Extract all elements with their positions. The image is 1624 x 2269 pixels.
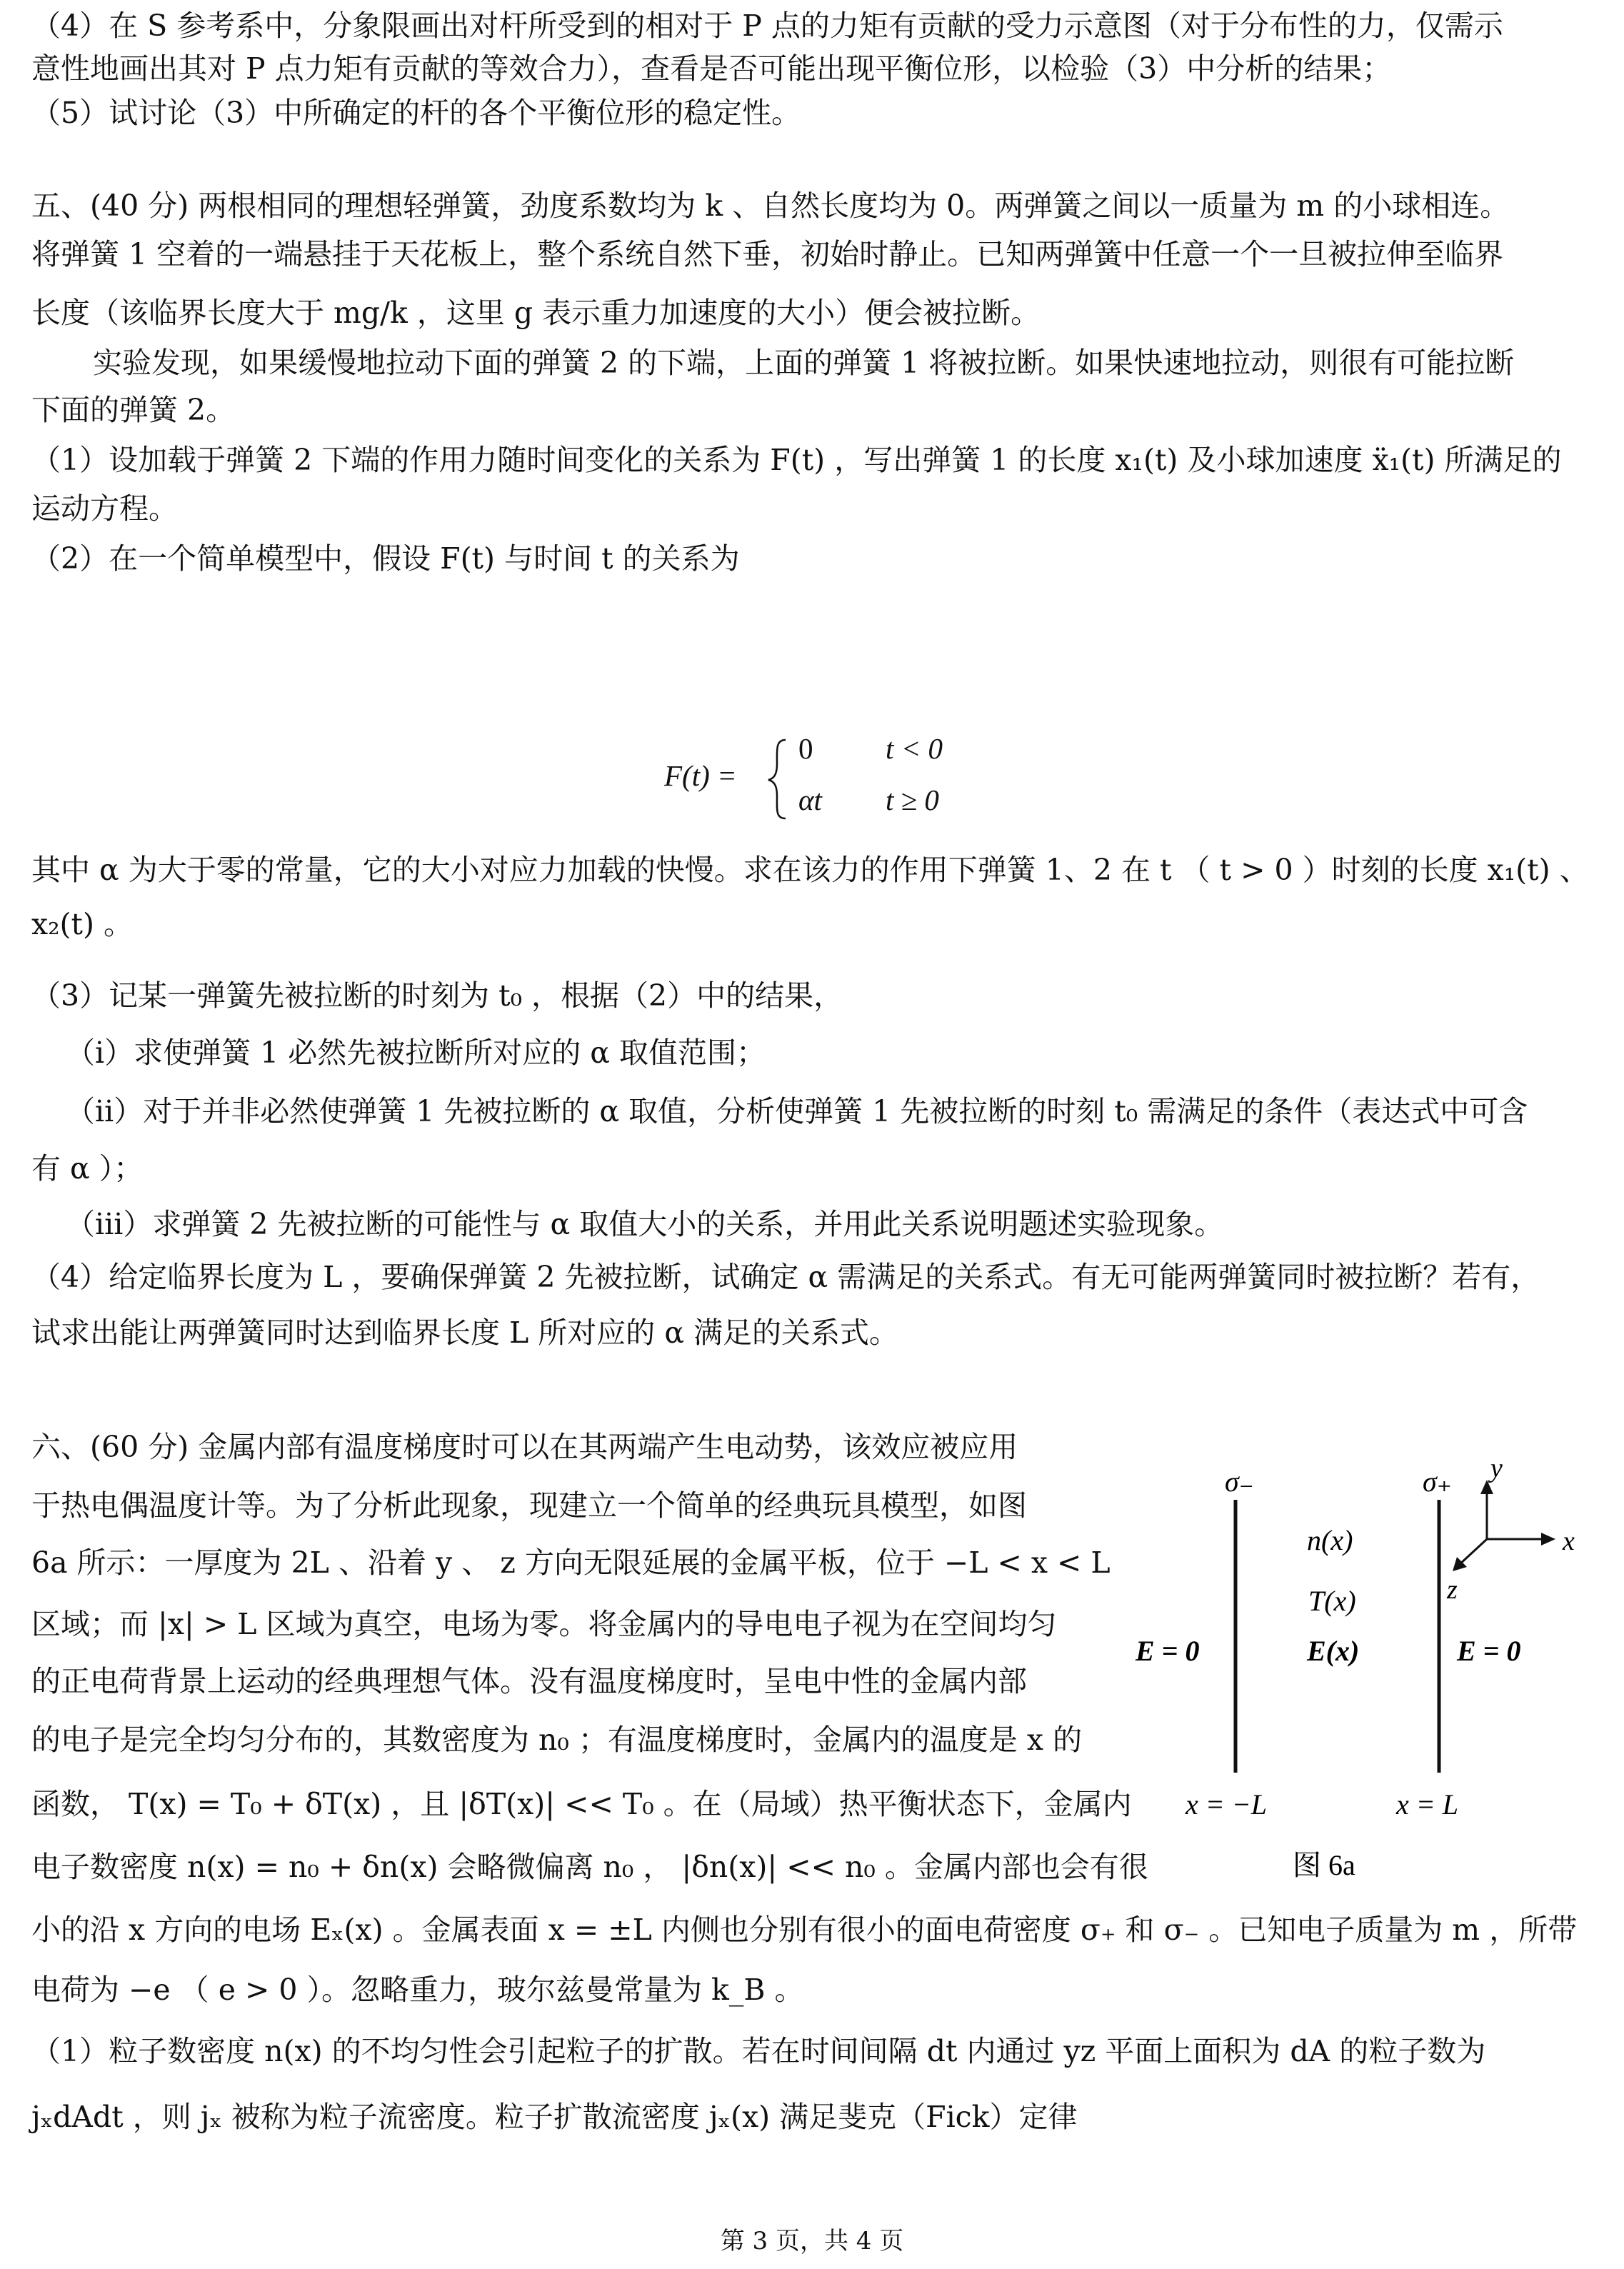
figure-6a [1114, 1443, 1614, 1907]
field-label: E(x) [1307, 1635, 1360, 1667]
figure-caption: 图 6a [1293, 1849, 1355, 1881]
case2-value: αt [798, 783, 822, 816]
q5-part3-ii-line1: （ii）对于并非必然使弹簧 1 先被拉断的 α 取值，分析使弹簧 1 先被拉断的时刻 t₀ 需满足的条件（表达式中可含 [66, 1094, 1528, 1128]
q5-part4-line2: 试求出能让两弹簧同时达到临界长度 L 所对应的 α 满足的关系式。 [31, 1316, 899, 1350]
coordinate-axes [1446, 1453, 1575, 1605]
q5-intro-line3: 长度（该临界长度大于 mg/k ，这里 g 表示重力加速度的大小）便会被拉断。 [31, 296, 1041, 330]
right-field-zero: E = 0 [1457, 1635, 1521, 1667]
q5-part1-line2: 运动方程。 [31, 491, 178, 526]
q5-part3: （3）记某一弹簧先被拉断的时刻为 t₀ ，根据（2）中的结果， [31, 978, 843, 1013]
left-boundary-label: x = −L [1186, 1788, 1267, 1820]
q5-part3-iii: （iii）求弹簧 2 先被拉断的可能性与 α 取值大小的关系，并用此关系说明题述实验现象。 [66, 1207, 1224, 1241]
piecewise-equation [664, 728, 1036, 821]
q5-part4-line1: （4）给定临界长度为 L ，要确保弹簧 2 先被拉断，试确定 α 需满足的关系式。有无可能两弹簧同时被拉断？若有， [31, 1260, 1540, 1294]
q4-part4-line1: （4）在 S 参考系中，分象限画出对杆所受到的相对于 P 点的力矩有贡献的受力示意图（对于分布性的力，仅需示 [31, 9, 1503, 43]
equation-brace [764, 736, 793, 821]
equation-lhs: F(t) = [664, 759, 737, 792]
q5-intro-line1: 五、(40 分) 两根相同的理想轻弹簧，劲度系数均为 k 、自然长度均为 0。两弹簧之间以一质量为 m 的小球相连。 [31, 189, 1510, 223]
q4-part4-line2: 意性地画出其对 P 点力矩有贡献的等效合力），查看是否可能出现平衡位形，以检验（3）中分析的结果； [31, 51, 1392, 86]
q5-part1-line1: （1）设加载于弹簧 2 下端的作用力随时间变化的关系为 F(t) ，写出弹簧 1 的长度 x₁(t) 及小球加速度 ẍ₁(t) 所满足的 [31, 443, 1562, 477]
temperature-label: T(x) [1308, 1585, 1356, 1617]
q6-intro-line8: 电子数密度 n(x) = n₀ + δn(x) 会略微偏离 n₀ ， |δn(x)| << n₀ 。金属内部也会有很 [31, 1850, 1148, 1884]
q5-part2-task-line1: 其中 α 为大于零的常量，它的大小对应力加载的快慢。求在该力的作用下弹簧 1、2 在 t （ t > 0 ）时刻的长度 x₁(t) 、 [31, 853, 1589, 887]
case2-condition: t ≥ 0 [886, 783, 939, 816]
q6-intro-line3: 6a 所示：一厚度为 2L 、沿着 y 、 z 方向无限延展的金属平板，位于 −L < x < L [31, 1546, 1111, 1580]
q5-part3-i: （i）求使弹簧 1 必然先被拉断所对应的 α 取值范围； [66, 1036, 766, 1070]
q6-part1-line2: jₓdAdt ，则 jₓ 被称为粒子流密度。粒子扩散流密度 jₓ(x) 满足斐克（Fick）定律 [31, 2100, 1078, 2134]
density-label: n(x) [1307, 1524, 1353, 1556]
q6-intro-line7: 函数， T(x) = T₀ + δT(x) ，且 |δT(x)| << T₀ 。在（局域）热平衡状态下，金属内 [31, 1787, 1132, 1821]
left-field-zero: E = 0 [1136, 1635, 1200, 1667]
q6-intro-line5: 的正电荷背景上运动的经典理想气体。没有温度梯度时，呈电中性的金属内部 [31, 1664, 1027, 1698]
axis-x-label: x [1563, 1526, 1575, 1556]
q6-intro-line1: 六、(60 分) 金属内部有温度梯度时可以在其两端产生电动势，该效应被应用 [31, 1430, 1018, 1464]
q5-intro-line2: 将弹簧 1 空着的一端悬挂于天花板上，整个系统自然下垂，初始时静止。已知两弹簧中任意一个一旦被拉伸至临界 [31, 237, 1504, 271]
case1-value: 0 [798, 732, 813, 765]
q6-intro-line4: 区域；而 |x| > L 区域为真空，电场为零。将金属内的导电电子视为在空间均匀 [31, 1607, 1057, 1641]
q6-intro-line2: 于热电偶温度计等。为了分析此现象，现建立一个简单的经典玩具模型，如图 [31, 1488, 1027, 1523]
q5-experiment-line2: 下面的弹簧 2。 [31, 393, 236, 427]
q5-part3-ii-line2: 有 α ）； [31, 1151, 144, 1186]
q6-intro-line6: 的电子是完全均匀分布的，其数密度为 n₀ ；有温度梯度时，金属内的温度是 x 的 [31, 1723, 1083, 1757]
q5-part2-task-line2: x₂(t) 。 [31, 907, 134, 941]
case1-condition: t < 0 [886, 732, 943, 765]
page-footer: 第 3 页，共 4 页 [720, 2227, 904, 2255]
axis-z-label: z [1447, 1575, 1458, 1605]
q4-part5: （5）试讨论（3）中所确定的杆的各个平衡位形的稳定性。 [31, 96, 801, 130]
right-boundary-label: x = L [1396, 1788, 1458, 1820]
q6-intro-line9: 小的沿 x 方向的电场 Eₓ(x) 。金属表面 x = ±L 内侧也分别有很小的面电荷密度 σ₊ 和 σ₋ 。已知电子质量为 m ，所带 [31, 1913, 1578, 1947]
q5-experiment-line1: 实验发现，如果缓慢地拉动下面的弹簧 2 的下端，上面的弹簧 1 将被拉断。如果快速地拉动，则很有可能拉断 [93, 346, 1515, 380]
q6-intro-line10: 电荷为 −e （ e > 0 ）。忽略重力，玻尔兹曼常量为 k_B 。 [31, 1973, 804, 2007]
q6-part1-line1: （1）粒子数密度 n(x) 的不均匀性会引起粒子的扩散。若在时间间隔 dt 内通过 yz 平面上面积为 dA 的粒子数为 [31, 2034, 1486, 2068]
axis-y-label: y [1490, 1453, 1503, 1483]
q5-part2: （2）在一个简单模型中，假设 F(t) 与时间 t 的关系为 [31, 541, 740, 576]
sigma-minus-label: σ₋ [1225, 1466, 1254, 1498]
sigma-plus-label: σ₊ [1423, 1466, 1452, 1498]
